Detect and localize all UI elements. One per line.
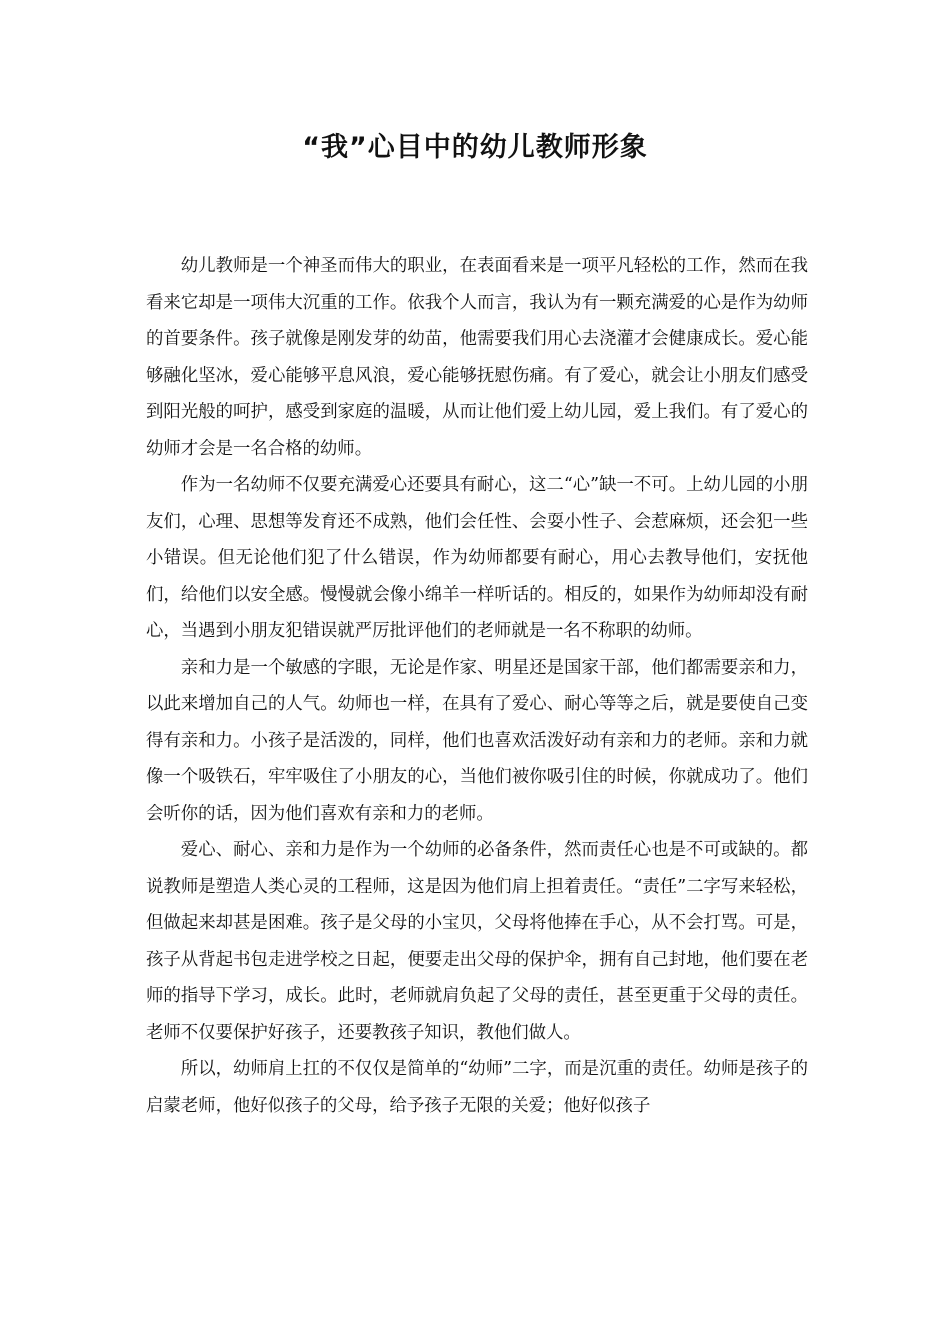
paragraph: 亲和力是一个敏感的字眼，无论是作家、明星还是国家干部，他们都需要亲和力，以此来增加自己的人气。幼师也一样，在具有了爱心、耐心等等之后，就是要使自己变得有亲和力。小孩子是活泼的，同样，他们也喜欢活泼好动有亲和力的老师。亲和力就像一个吸铁石，牢牢吸住了小朋友的心，当他们被你吸引住的时候，你就成功了。他们会听你的话，因为他们喜欢有亲和力的老师。	[146, 657, 808, 824]
paragraph: 幼儿教师是一个神圣而伟大的职业，在表面看来是一项平凡轻松的工作，然而在我看来它却是一项伟大沉重的工作。依我个人而言，我认为有一颗充满爱的心是作为幼师的首要条件。孩子就像是刚发芽的幼苗，他需要我们用心去浇灌才会健康成长。爱心能够融化坚冰，爱心能够平息风浪，爱心能够抚慰伤痛。有了爱心，就会让小朋友们感受到阳光般的呵护，感受到家庭的温暖，从而让他们爱上幼儿园，爱上我们。有了爱心的幼师才会是一名合格的幼师。	[146, 256, 808, 459]
paragraph: 作为一名幼师不仅要充满爱心还要具有耐心，这二“心”缺一不可。上幼儿园的小朋友们，心理、思想等发育还不成熟，他们会任性、会耍小性子、会惹麻烦，还会犯一些小错误。但无论他们犯了什么错误，作为幼师都要有耐心，用心去教导他们，安抚他们，给他们以安全感。慢慢就会像小绵羊一样听话的。相反的，如果作为幼师却没有耐心，当遇到小朋友犯错误就严厉批评他们的老师就是一名不称职的幼师。	[146, 475, 808, 641]
paragraph: 爱心、耐心、亲和力是作为一个幼师的必备条件，然而责任心也是不可或缺的。都说教师是塑造人类心灵的工程师，这是因为他们肩上担着责任。“责任”二字写来轻松，但做起来却甚是困难。孩子是父母的小宝贝，父母将他捧在手心，从不会打骂。可是，孩子从背起书包走进学校之日起，便要走出父母的保护伞，拥有自己封地，他们要在老师的指导下学习，成长。此时，老师就肩负起了父母的责任，甚至更重于父母的责任。老师不仅要保护好孩子，还要教孩子知识，教他们做人。	[146, 840, 808, 1043]
document-body	[146, 248, 808, 1124]
paragraph: 所以，幼师肩上扛的不仅仅是简单的“幼师”二字，而是沉重的责任。幼师是孩子的启蒙老师，他好似孩子的父母，给予孩子无限的关爱；他好似孩子	[146, 1059, 808, 1116]
document-title: “我”心目中的幼儿教师形象	[302, 132, 648, 163]
